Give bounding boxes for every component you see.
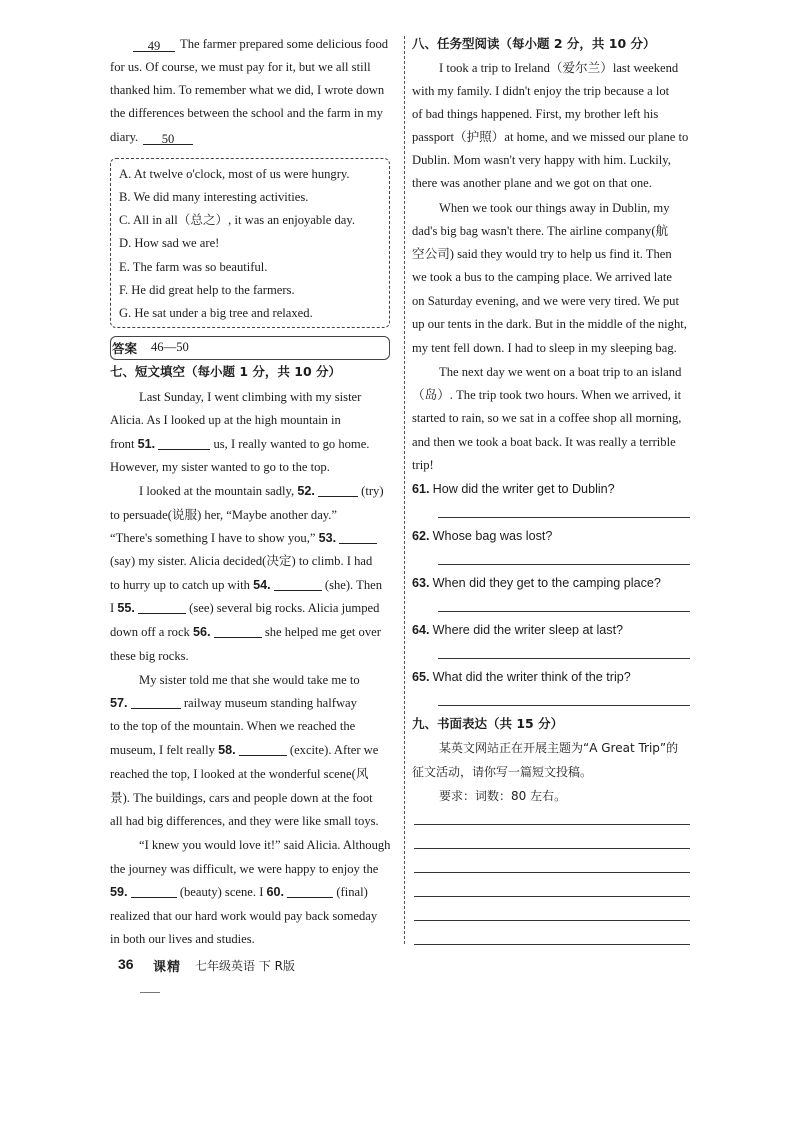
reading-line: （岛）. The trip took two hours. When we arrived, it <box>412 388 682 402</box>
writing-line[interactable] <box>414 872 690 873</box>
answer-line-63[interactable] <box>438 611 690 612</box>
reading-line: dad's big bag wasn't there. The airline company(航 <box>412 224 669 238</box>
page-number: 36 <box>118 956 134 972</box>
option-f: F. He did great help to the farmers. <box>119 283 295 297</box>
s7-line: I 55. (see) several big rocks. Alicia jumped <box>110 601 380 615</box>
reading-line: The next day we went on a boat trip to an island <box>439 365 682 379</box>
reading-line: passport（护照）at home, and we missed our plane to <box>412 130 689 144</box>
reading-line: started to rain, so we sat in a coffee shop all morning, <box>412 411 682 425</box>
blank-59[interactable] <box>131 884 177 898</box>
column-divider <box>404 36 405 944</box>
option-e: E. The farm was so beautiful. <box>119 260 268 274</box>
section-9-title: 九、书面表达（共 15 分） <box>412 716 564 731</box>
reading-line: up our tents in the dark. But in the middle of the night, <box>412 317 687 331</box>
question-61: 61. How did the writer get to Dublin? <box>412 482 615 496</box>
blank-58[interactable] <box>239 742 287 756</box>
blank-55[interactable] <box>138 600 186 614</box>
q60-number: 60. <box>266 885 285 899</box>
answer-line-64[interactable] <box>438 658 690 659</box>
book-title: 七年级英语 下 R版 <box>195 959 295 973</box>
s7-line: Last Sunday, I went climbing with my sister <box>139 390 362 404</box>
section-8-title: 八、任务型阅读（每小题 2 分，共 10 分） <box>412 36 656 51</box>
passage-line: the differences between the school and the farm in my <box>110 106 383 120</box>
option-g: G. He sat under a big tree and relaxed. <box>119 306 313 320</box>
blank-52[interactable] <box>318 483 358 497</box>
writing-line[interactable] <box>414 920 690 921</box>
q53-number: 53. <box>318 531 337 545</box>
blank-57[interactable] <box>131 695 181 709</box>
option-b: B. We did many interesting activities. <box>119 190 309 204</box>
s7-line: to persuade(说服) her, “Maybe another day.” <box>110 508 338 522</box>
option-a: A. At twelve o'clock, most of us were hungry. <box>119 167 350 181</box>
answer-line-62[interactable] <box>438 564 690 565</box>
writing-line[interactable] <box>414 824 690 825</box>
q55-number: 55. <box>117 601 135 615</box>
s7-line: reached the top, I looked at the wonderful scene(风 <box>110 767 369 781</box>
s7-line: to hurry up to catch up with 54. (she). Then <box>110 578 383 592</box>
s7-line: “There's something I have to show you,” 53. <box>110 530 377 546</box>
passage-line: thanked him. To remember what we did, I wrote down <box>110 83 385 97</box>
reading-line: and then we took a boat back. It was really a terrible <box>412 435 676 449</box>
q51-number: 51. <box>137 437 156 451</box>
writing-line[interactable] <box>414 944 690 945</box>
reading-line: of bad things happened. First, my brother left his <box>412 107 659 121</box>
s7-line: (say) my sister. Alicia decided(决定) to climb. I had <box>110 554 373 568</box>
option-d: D. How sad we are! <box>119 236 220 250</box>
s7-line: down off a rock 56. she helped me get over <box>110 625 381 639</box>
question-63: 63. When did they get to the camping place? <box>412 576 661 590</box>
s7-line: front 51. us, I really wanted to go home. <box>110 437 370 451</box>
blank-54[interactable] <box>274 577 322 591</box>
reading-line: trip! <box>412 458 434 472</box>
blank-51[interactable] <box>158 436 210 450</box>
s7-line: Alicia. As I looked up at the high mountain in <box>110 413 341 427</box>
answer-range: 46—50 <box>151 340 189 354</box>
passage-line: diary. <box>110 130 139 144</box>
blank-49[interactable]: 49 <box>133 36 175 52</box>
writing-prompt: 某英文网站正在开展主题为“A Great Trip”的 <box>439 741 679 755</box>
footer-divider <box>140 992 160 993</box>
q52-number: 52. <box>297 484 315 498</box>
passage-line: for us. Of course, we must pay for it, but we all still <box>110 60 371 74</box>
s7-line: realized that our hard work would pay back someday <box>110 909 378 923</box>
q56-number: 56. <box>193 625 211 639</box>
q57-number: 57. <box>110 696 128 710</box>
answer-line-65[interactable] <box>438 705 690 706</box>
blank-60[interactable] <box>287 884 333 898</box>
reading-line: with my family. I didn't enjoy the trip because a lot <box>412 84 670 98</box>
answer-line-61[interactable] <box>438 517 690 518</box>
writing-prompt: 征文活动，请你写一篇短文投稿。 <box>412 765 593 779</box>
reading-line: When we took our things away in Dublin, my <box>439 201 670 215</box>
s7-line: My sister told me that she would take me to <box>139 673 360 687</box>
q58-number: 58. <box>218 743 236 757</box>
writing-requirement: 要求：词数：80 左右。 <box>439 789 567 803</box>
s7-line: these big rocks. <box>110 649 189 663</box>
s7-line: the journey was difficult, we were happy to enjoy the <box>110 862 379 876</box>
writing-line[interactable] <box>414 848 690 849</box>
s7-line: However, my sister wanted to go to the top. <box>110 460 330 474</box>
s7-line: in both our lives and studies. <box>110 932 255 946</box>
reading-line: we took a bus to the camping place. We arrived late <box>412 270 672 284</box>
q59-number: 59. <box>110 885 128 899</box>
s7-line: “I knew you would love it!” said Alicia. Although <box>139 838 391 852</box>
answer-label: 答案 <box>112 341 138 356</box>
blank-50[interactable]: 50 <box>143 129 193 145</box>
option-c: C. All in all（总之）, it was an enjoyable day. <box>119 213 355 227</box>
q54-number: 54. <box>253 578 271 592</box>
reading-line: 空公司) said they would try to help us find it. Then <box>412 247 672 261</box>
reading-line: my tent fell down. I had to sleep in my sleeping bag. <box>412 341 677 355</box>
section-7-title: 七、短文填空（每小题 1 分，共 10 分） <box>110 364 342 379</box>
s7-line: 59. (beauty) scene. I 60. (final) <box>110 885 368 899</box>
reading-line: there was another plane and we got on that one. <box>412 176 652 190</box>
s7-line: 景). The buildings, cars and people down at the foot <box>110 791 373 805</box>
s7-line: to the top of the mountain. When we reached the <box>110 719 356 733</box>
s7-line: I looked at the mountain sadly, 52. (try) <box>139 484 384 498</box>
question-62: 62. Whose bag was lost? <box>412 529 553 543</box>
s7-line: 57. railway museum standing halfway <box>110 696 357 710</box>
s7-line: museum, I felt really 58. (excite). After we <box>110 743 379 757</box>
s7-line: all had big differences, and they were like small toys. <box>110 814 379 828</box>
reading-line: on Saturday evening, and we were very tired. We put <box>412 294 679 308</box>
question-64: 64. Where did the writer sleep at last? <box>412 623 624 637</box>
reading-line: Dublin. Mom wasn't very happy with him. Luckily, <box>412 153 671 167</box>
writing-line[interactable] <box>414 896 690 897</box>
blank-53[interactable] <box>339 530 377 544</box>
blank-56[interactable] <box>214 624 262 638</box>
passage-line: The farmer prepared some delicious food <box>180 37 389 51</box>
publisher-logo: 课精 <box>153 960 182 975</box>
question-65: 65. What did the writer think of the trip? <box>412 670 631 684</box>
reading-line: I took a trip to Ireland（爱尔兰）last weekend <box>439 61 679 75</box>
